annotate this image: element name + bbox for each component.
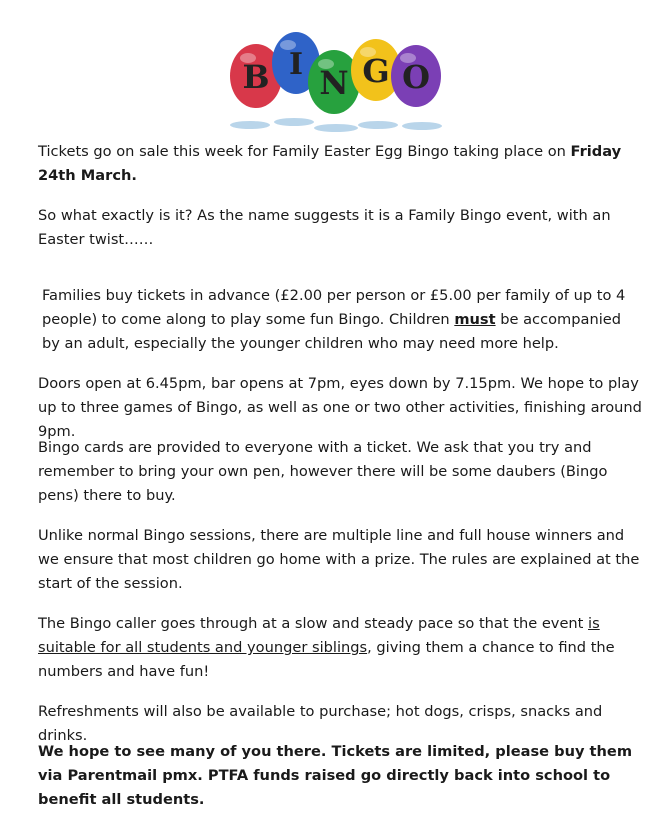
schedule-text: Doors open at 6.45pm, bar opens at 7pm, eyes down by 7.15pm. We hope to play up to three games of Bingo, as well as one or two other activities, finishing around 9pm. xyxy=(38,375,642,440)
logo-letter-n: N xyxy=(319,64,349,102)
logo-letter-i: I xyxy=(288,47,304,82)
closing-message xyxy=(38,740,644,812)
refreshments-text: Refreshments will also be available to purchase; hot dogs, crisps, snacks and drinks. xyxy=(38,703,603,744)
ball-shadow-1 xyxy=(230,121,270,129)
suitable-underline: is suitable for all students and younger siblings xyxy=(38,615,600,656)
logo-letter-o: O xyxy=(402,58,430,96)
ticket-text-before: Families buy tickets in advance (£2.00 per person or £5.00 per family of up to 4 people) to come along to play some fun Bingo. Children xyxy=(42,287,626,328)
ticket-info xyxy=(42,284,638,356)
ball-shadow-4 xyxy=(358,121,398,129)
sale-end: . xyxy=(131,167,137,184)
caller-text-after: , giving them a chance to find the numbers and have fun! xyxy=(38,639,615,680)
sale-text: Tickets go on sale this week for Family Easter Egg Bingo taking place on xyxy=(38,143,571,160)
bingo-logo xyxy=(226,28,446,140)
must-emphasis: must xyxy=(454,311,496,328)
ball-shadow-3 xyxy=(314,124,358,132)
bingo-cards-info xyxy=(38,436,644,508)
winners-text: Unlike normal Bingo sessions, there are multiple line and full house winners and we ensure that most children go home with a prize. The rules are explained at the start of the session. xyxy=(38,527,640,592)
cards-text: Bingo cards are provided to everyone with a ticket. We ask that you try and remember to bring your own pen, however there will be some daubers (Bingo pens) there to buy. xyxy=(38,439,608,504)
closing-text: We hope to see many of you there. Tickets are limited, please buy them via Parentmail pmx. PTFA funds raised go directly back into school to benefit all students. xyxy=(38,743,633,808)
sale-announcement xyxy=(38,140,644,188)
event-date: Friday 24th March xyxy=(38,143,622,184)
caller-text-before: The Bingo caller goes through at a slow and steady pace so that the event xyxy=(38,615,589,632)
schedule-info xyxy=(38,372,644,444)
logo-letter-b: B xyxy=(242,58,270,96)
description-text: So what exactly is it? As the name suggests it is a Family Bingo event, with an Easter twist…… xyxy=(38,207,611,248)
caller-info xyxy=(38,612,644,684)
logo-letter-g: G xyxy=(362,52,390,90)
winners-info xyxy=(38,524,644,596)
ball-shadow-2 xyxy=(274,118,314,126)
ball-shadow-5 xyxy=(402,122,442,130)
event-description xyxy=(38,204,644,252)
ticket-text-after: be accompanied by an adult, especially the younger children who may need more help. xyxy=(42,311,621,352)
